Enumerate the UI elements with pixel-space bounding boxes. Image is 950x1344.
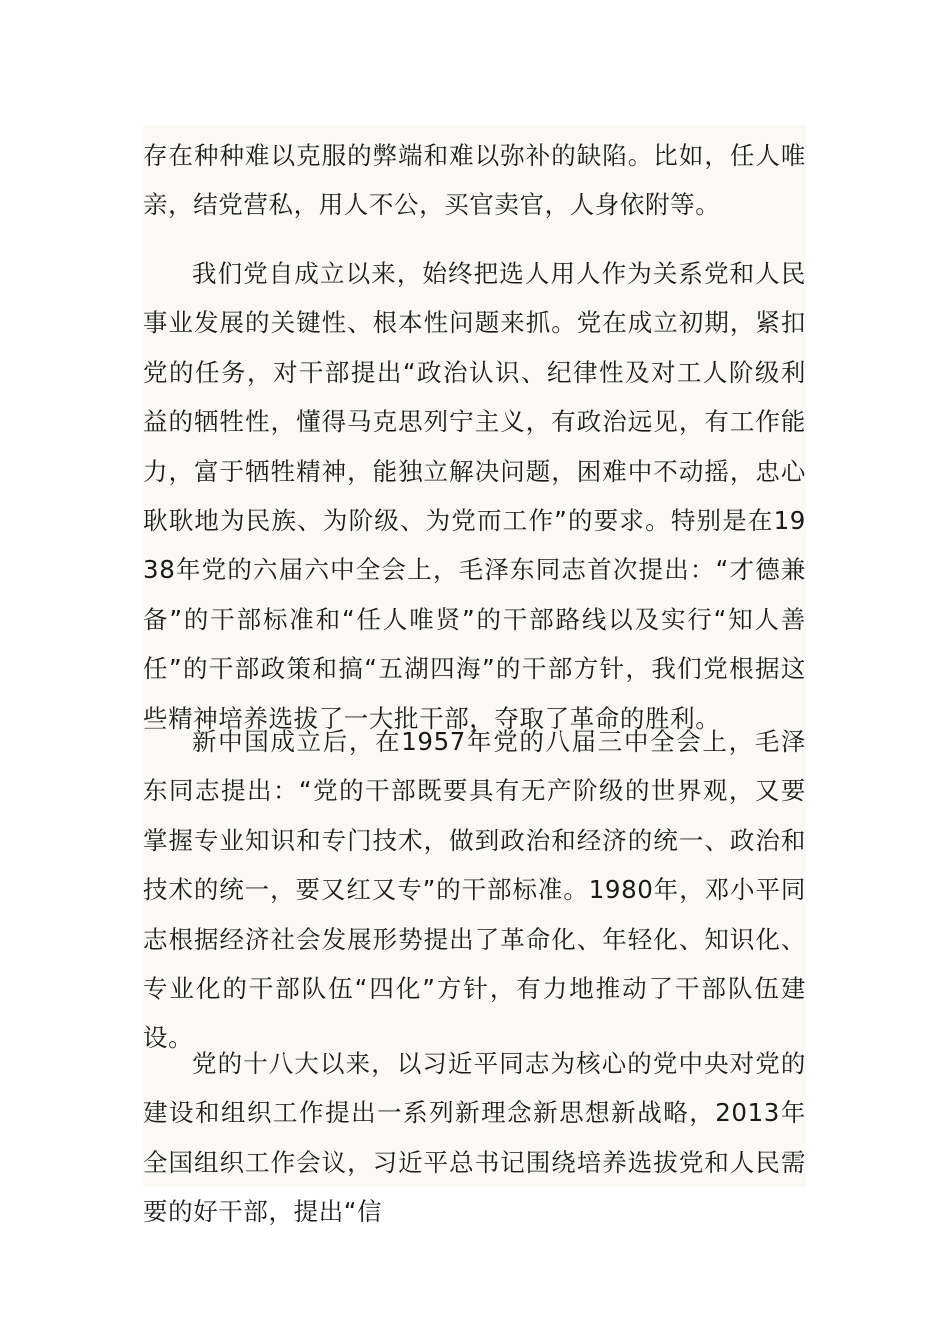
document-text-block (143, 125, 806, 1227)
paragraph-party-history: 我们党自成立以来，始终把选人用人作为关系党和人民事业发展的关键性、根本性问题来抓。党在成立初期，紧扣党的任务，对干部提出“政治认识、纪律性及对工人阶级利益的牺牲性，懂得马克思列宁主义，有政治远见，有工作能力，富于牺牲精神，能独立解决问题，困难中不动摇，忠心耿耿地为民族、为阶级、为党而工作”的要求。特别是在1938年党的六届六中全会上，毛泽东同志首次提出：“才德兼备”的干部标准和“任人唯贤”的干部路线以及实行“知人善任”的干部政策和搞“五湖四海”的干部方针，我们党根据这些精神培养选拔了一大批干部，夺取了革命的胜利。 (143, 259, 806, 733)
paragraph-new-china: 新中国成立后，在1957年党的八届三中全会上，毛泽东同志提出：“党的干部既要具有无产阶级的世界观，又要掌握专业知识和专门技术，做到政治和经济的统一、政治和技术的统一，要又红又专”的干部标准。1980年，邓小平同志根据经济社会发展形势提出了革命化、年轻化、知识化、专业化的干部队伍“四化”方针，有力地推动了干部队伍建设。 (143, 727, 806, 1053)
paragraph-continuation: 存在种种难以克服的弊端和难以弥补的缺陷。比如，任人唯亲，结党营私，用人不公，买官卖官，人身依附等。 (143, 141, 806, 220)
paragraph-eighteenth-congress: 党的十八大以来，以习近平同志为核心的党中央对党的建设和组织工作提出一系列新理念新思想新战略，2013年全国组织工作会议，习近平总书记围绕培养选拔党和人民需要的好干部，提出“信 (143, 1049, 806, 1227)
